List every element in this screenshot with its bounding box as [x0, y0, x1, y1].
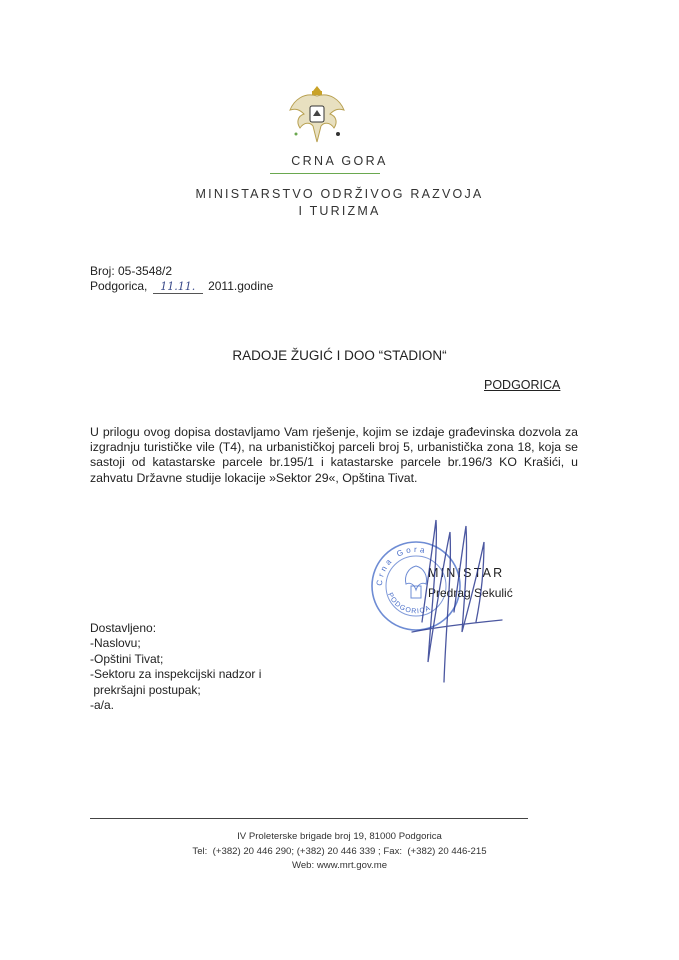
letter-body: U prilogu ovog dopisa dostavljamo Vam rješenje, kojim se izdaje građevinska dozvola za izgradnju turističke vile (T4), na urbanističkoj parceli broj 5, urbanistička zona 18, koja se sastoji od katastarske parcele br.195/1 i katastarske parcele br.196/3 KO Krašići, u zahvatu Državne studije lokacije »Sektor 29«, Opština Tivat.: [90, 425, 578, 485]
coat-of-arms-crest: [286, 82, 348, 148]
reference-number: Broj: 05-3548/2: [90, 264, 173, 278]
country-heading: CRNA GORA: [291, 154, 388, 168]
minister-name: Predrag Sekulić: [428, 586, 513, 600]
footer-divider: [90, 818, 528, 819]
date-year: 2011.godine: [208, 279, 274, 293]
header-divider: [270, 173, 380, 174]
delivery-heading: Dostavljeno:: [90, 621, 157, 635]
delivery-list: [90, 621, 261, 713]
delivery-item: -a/a.: [90, 698, 115, 713]
stamp-text-top: Crna Gora: [374, 544, 429, 587]
minister-title: MINISTAR: [428, 566, 505, 580]
footer-address: IV Proleterske brigade broj 19, 81000 Podgorica: [237, 831, 442, 842]
ministry-name-line1: MINISTARSTVO ODRŽIVOG RAZVOJA: [195, 187, 484, 201]
footer-web: Web: www.mrt.gov.me: [291, 860, 388, 871]
delivery-item: -Sektoru za inspekcijski nadzor i: [90, 667, 262, 682]
handwritten-date: 11.11.: [153, 280, 203, 294]
delivery-item: prekršajni postupak;: [90, 682, 201, 697]
stamp-text-bottom: PODGORICA: [386, 591, 433, 616]
ministry-name-line2: I TURIZMA: [298, 204, 381, 218]
delivery-item: -Naslovu;: [90, 636, 141, 651]
date-city: Podgorica,: [90, 279, 148, 293]
delivery-item: -Opštini Tivat;: [90, 651, 164, 666]
date-line: [90, 279, 273, 294]
handwritten-signature: [392, 512, 512, 688]
footer-phones: Tel: (+382) 20 446 290; (+382) 20 446 339 ; Fax: (+382) 20 446-215: [192, 846, 487, 857]
addressee-name: RADOJE ŽUGIĆ I DOO “STADION“: [232, 348, 447, 363]
addressee-city: PODGORICA: [484, 378, 561, 392]
